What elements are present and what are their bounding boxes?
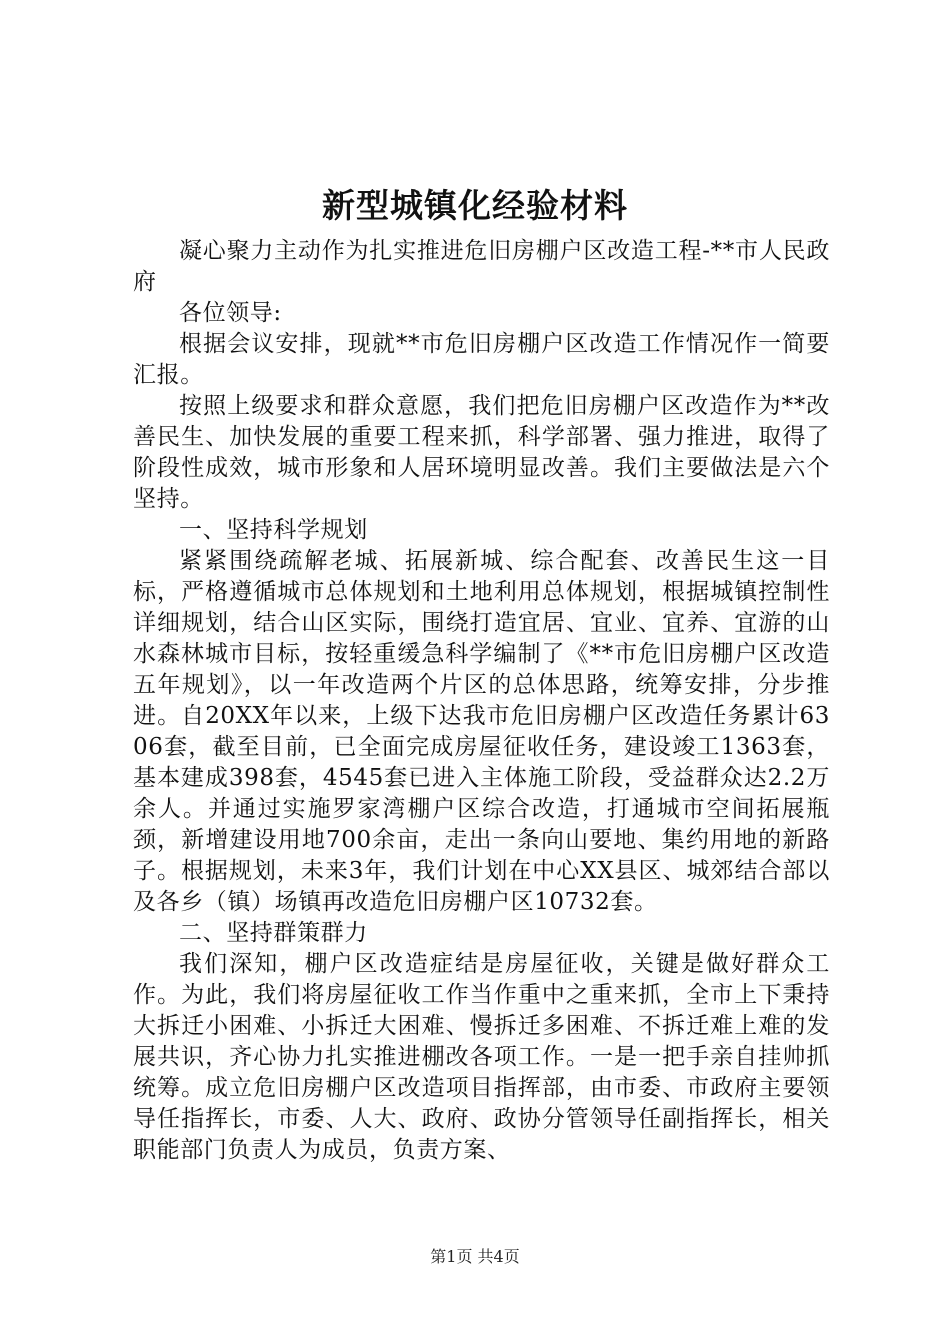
body-paragraph: 我们深知，棚户区改造症结是房屋征收，关键是做好群众工作。为此，我们将房屋征收工作当作重中之重来抓，全市上下秉持大拆迁小困难、小拆迁大困难、慢拆迁多困难、不拆迁难上难的发展共识，齐心协力扎实推进棚改各项工作。一是一把手亲自挂帅抓统筹。成立危旧房棚户区改造项目指挥部，由市委、市政府主要领导任指挥长，市委、人大、政府、政协分管领导任副指挥长，相关职能部门负责人为成员，负责方案、 [133,951,830,1163]
document-title: 新型城镇化经验材料 [322,186,628,225]
subtitle-paragraph: 凝心聚力主动作为扎实推进危旧房棚户区改造工程-**市人民政府 [133,238,830,295]
section-heading: 二、坚持群策群力 [179,920,368,946]
document-body [133,236,830,1166]
section-heading: 一、坚持科学规划 [179,517,368,543]
salutation-paragraph: 各位领导: [179,300,282,326]
body-paragraph: 根据会议安排，现就**市危旧房棚户区改造工作情况作一简要汇报。 [133,331,830,388]
page-footer: 第1页 共4页 [430,1247,520,1266]
body-paragraph: 紧紧围绕疏解老城、拓展新城、综合配套、改善民生这一目标，严格遵循城市总体规划和土地利用总体规划，根据城镇控制性详细规划，结合山区实际，围绕打造宜居、宜业、宜养、宜游的山水森林城市目标，按轻重缓急科学编制了《**市危旧房棚户区改造五年规划》，以一年改造两个片区的总体思路，统筹安排，分步推进。自20XX年以来，上级下达我市危旧房棚户区改造任务累计6306套，截至目前，已全面完成房屋征收任务，建设竣工1363套，基本建成398套，4545套已进入主体施工阶段，受益群众达2.2万余人。并通过实施罗家湾棚户区综合改造，打通城市空间拓展瓶颈，新增建设用地700余亩，走出一条向山要地、集约用地的新路子。根据规划，未来3年，我们计划在中心XX县区、城郊结合部以及各乡（镇）场镇再改造危旧房棚户区10732套。 [133,548,830,915]
body-paragraph: 按照上级要求和群众意愿，我们把危旧房棚户区改造作为**改善民生、加快发展的重要工程来抓，科学部署、强力推进，取得了阶段性成效，城市形象和人居环境明显改善。我们主要做法是六个坚持。 [133,393,830,512]
